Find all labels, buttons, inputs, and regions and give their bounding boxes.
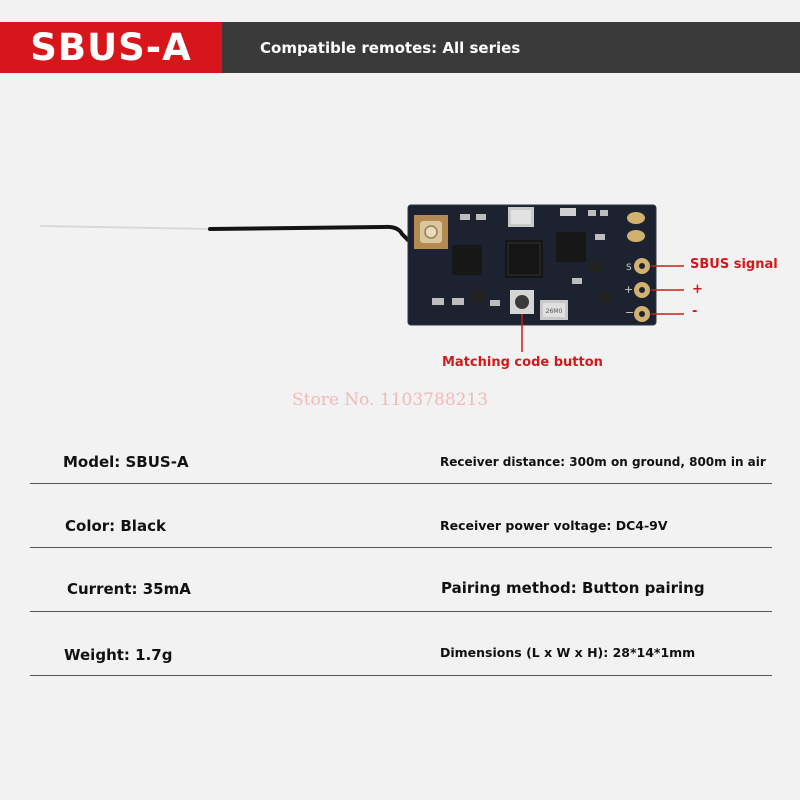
board-label-minus: − — [625, 306, 635, 319]
spec-row — [30, 547, 772, 612]
board-label-plus: + — [624, 283, 634, 296]
spec-row — [30, 419, 772, 484]
store-watermark: Store No. 1103788213 — [292, 390, 489, 410]
compatible-remotes-text: Compatible remotes: All series — [260, 38, 521, 57]
spec-distance: Receiver distance: 300m on ground, 800m in air — [440, 455, 766, 469]
pcb-board — [408, 205, 656, 325]
spec-voltage: Receiver power voltage: DC4-9V — [440, 518, 668, 533]
spec-model: Model: SBUS-A — [63, 453, 189, 471]
model-badge: SBUS-A — [0, 22, 222, 73]
spec-color: Color: Black — [65, 517, 166, 535]
spec-row — [30, 483, 772, 548]
board-label-s: S — [626, 263, 632, 273]
spec-weight: Weight: 1.7g — [64, 646, 173, 664]
callout-plus: + — [692, 282, 703, 297]
callout-sbus-signal: SBUS signal — [690, 257, 778, 272]
crystal-label: 26M0 — [545, 308, 563, 315]
spec-row — [30, 611, 772, 676]
spec-pairing: Pairing method: Button pairing — [441, 579, 705, 597]
spec-current: Current: 35mA — [67, 580, 191, 598]
callout-matching-button: Matching code button — [442, 355, 603, 370]
spec-dimensions: Dimensions (L x W x H): 28*14*1mm — [440, 645, 696, 660]
callout-minus: - — [692, 304, 698, 319]
receiver-illustration — [0, 180, 800, 380]
antenna — [40, 226, 418, 244]
